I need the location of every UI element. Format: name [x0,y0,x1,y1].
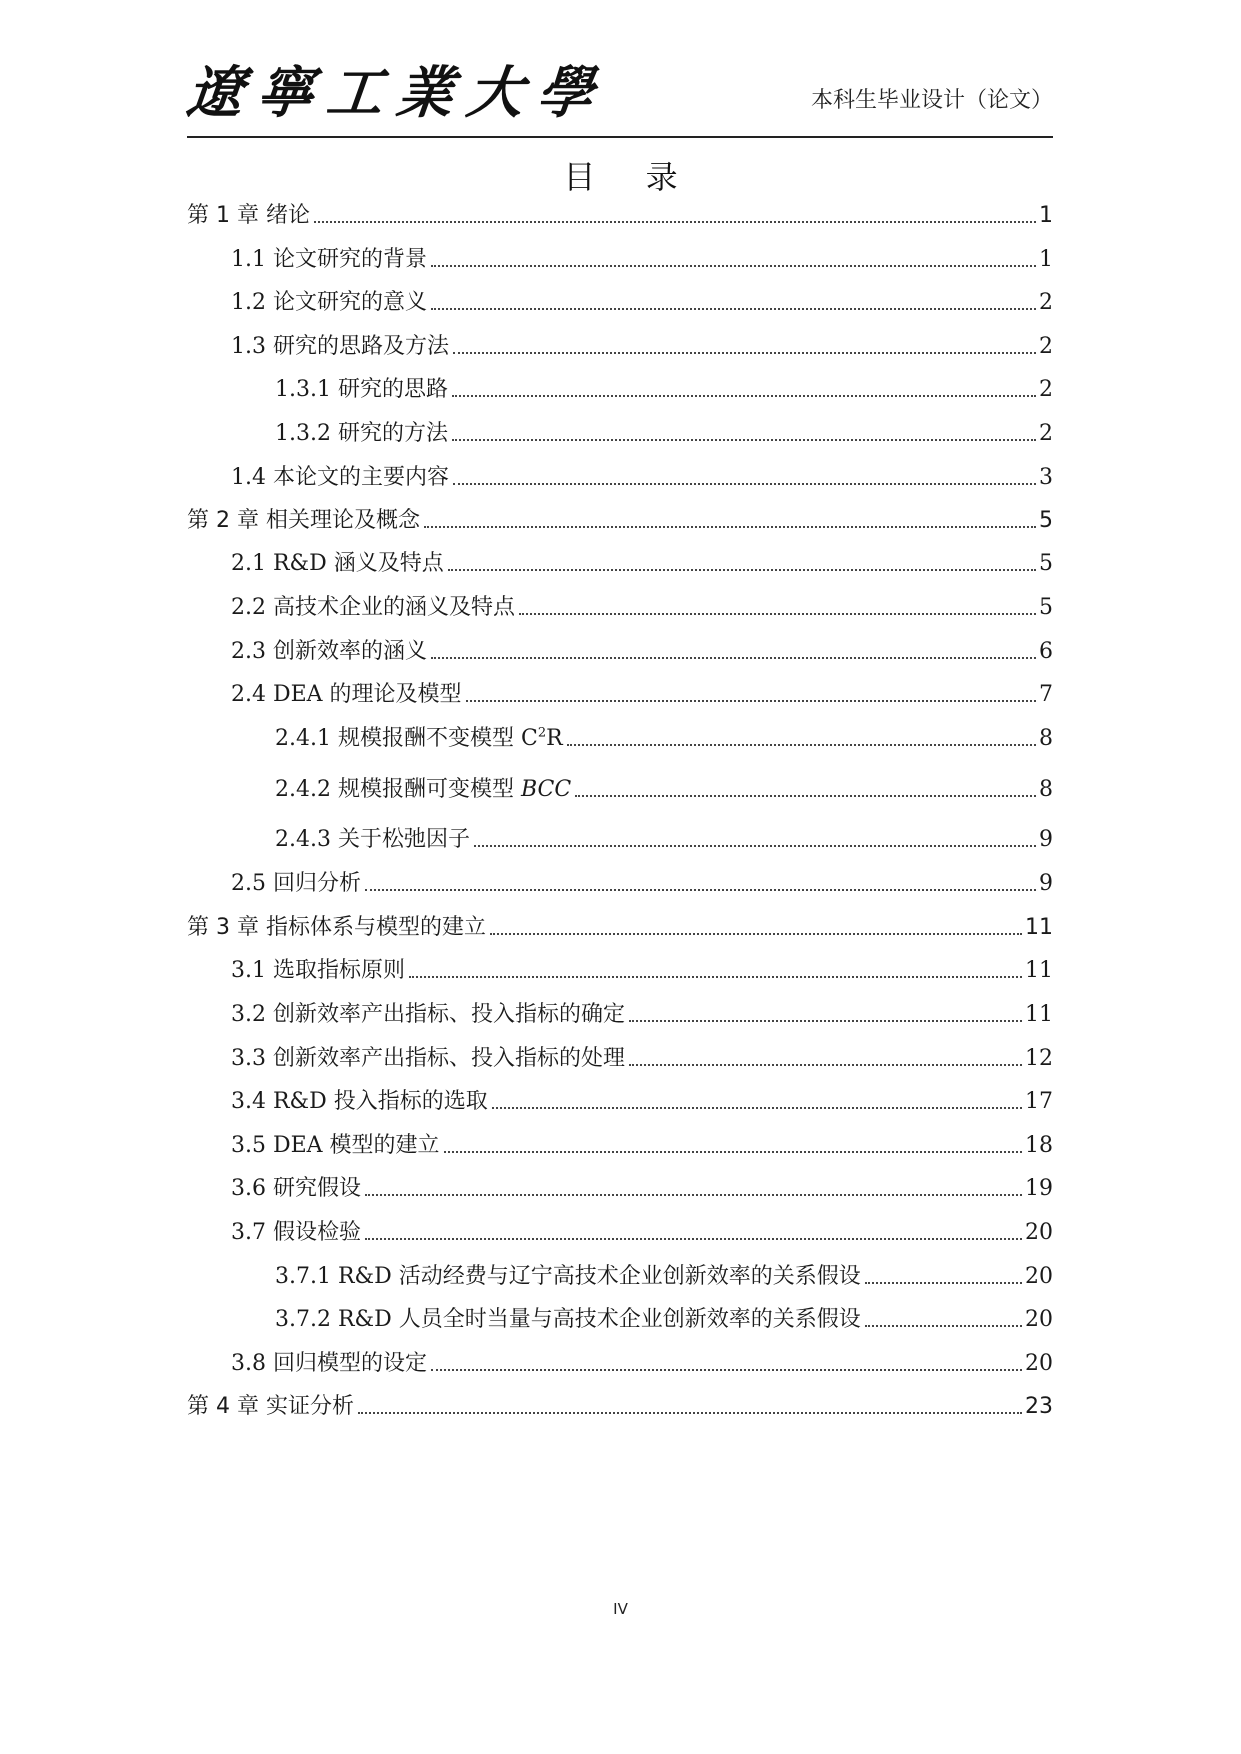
toc-entry-page: 3 [1039,465,1053,490]
dot-leader [865,1282,1022,1284]
toc-entry-page: 11 [1025,958,1053,983]
toc-entry-label: 3.7 假设检验 [231,1220,361,1245]
toc-entry[interactable] [187,1301,1053,1335]
toc-entry-label: 2.4.2 规模报酬可变模型 BCC [275,777,572,802]
toc-entry[interactable] [187,771,1053,805]
toc-entry-label: 1.3.1 研究的思路 [275,377,448,402]
toc-entry-page: 23 [1025,1394,1053,1419]
toc-entry-label: 3.6 研究假设 [231,1176,361,1201]
dot-leader [314,221,1036,223]
toc-entry-label: 2.3 创新效率的涵义 [231,639,427,664]
toc-entry[interactable] [187,545,1053,579]
toc-entry-page: 1 [1039,203,1053,228]
toc-entry[interactable] [187,328,1053,362]
toc-entry[interactable] [187,720,1053,754]
toc-entry-label: 1.2 论文研究的意义 [231,290,427,315]
toc-entry-label: 3.8 回归模型的设定 [231,1351,427,1376]
toc-entry[interactable] [187,371,1053,405]
toc-entry[interactable] [187,459,1053,493]
toc-entry-label: 1.4 本论文的主要内容 [231,465,449,490]
toc-entry-page: 8 [1039,726,1053,751]
toc-entry[interactable] [187,284,1053,318]
toc-entry[interactable] [187,1040,1053,1074]
toc-entry-label: 3.7.1 R&D 活动经费与辽宁高技术企业创新效率的关系假设 [275,1264,861,1289]
toc-entry[interactable] [187,1214,1053,1248]
toc-entry[interactable] [187,865,1053,899]
toc-entry-page: 20 [1025,1307,1053,1332]
dot-leader [519,613,1036,615]
toc-entry-label: 1.3 研究的思路及方法 [231,334,449,359]
dot-leader [409,976,1022,978]
toc-entry-page: 6 [1039,639,1053,664]
toc-entry[interactable] [187,821,1053,855]
dot-leader [490,933,1022,935]
university-logo: 遼寧工業大學 [183,60,611,126]
toc-entry-label: 2.1 R&D 涵义及特点 [231,551,444,576]
toc-entry[interactable] [187,996,1053,1030]
toc-entry-label: 2.4 DEA 的理论及模型 [231,682,462,707]
dot-leader [474,845,1036,847]
toc-entry-page: 7 [1039,682,1053,707]
toc-entry-page: 11 [1025,915,1053,940]
dot-leader [444,1151,1022,1153]
toc-title: 目 录 [563,158,698,196]
toc-entry[interactable] [187,1127,1053,1161]
toc-entry-page: 8 [1039,777,1053,802]
dot-leader [452,395,1036,397]
toc-entry-page: 12 [1025,1046,1053,1071]
toc-entry[interactable] [187,1258,1053,1292]
toc-entry-page: 9 [1039,827,1053,852]
toc-entry[interactable] [187,1170,1053,1204]
toc-entry[interactable] [187,676,1053,710]
superscript: 2 [537,725,547,741]
toc-entry-label: 3.3 创新效率产出指标、投入指标的处理 [231,1046,625,1071]
toc-entry-label: 2.5 回归分析 [231,871,361,896]
toc-entry-label: 1.1 论文研究的背景 [231,247,427,272]
toc-entry[interactable] [187,909,1053,943]
toc-entry-page: 11 [1025,1002,1053,1027]
toc-entry-label: 3.5 DEA 模型的建立 [231,1133,440,1158]
toc-entry-label: 第 2 章 相关理论及概念 [187,508,420,533]
toc-entry[interactable] [187,415,1053,449]
dot-leader [452,439,1036,441]
toc-entry-page: 9 [1039,871,1053,896]
dot-leader [448,569,1036,571]
toc-entry-label: 3.2 创新效率产出指标、投入指标的确定 [231,1002,625,1027]
dot-leader [453,483,1036,485]
dot-leader [865,1325,1022,1327]
toc-entry-label: 1.3.2 研究的方法 [275,421,448,446]
toc-entry[interactable] [187,241,1053,275]
toc-entry-page: 2 [1039,290,1053,315]
toc-entry-page: 17 [1025,1089,1053,1114]
dot-leader [431,657,1036,659]
model-name: BCC [520,777,572,802]
dot-leader [365,1238,1022,1240]
toc-entry-label: 第 3 章 指标体系与模型的建立 [187,915,486,940]
toc-entry-label: 第 1 章 绪论 [187,203,310,228]
toc-entry[interactable] [187,952,1053,986]
toc-entry-page: 2 [1039,377,1053,402]
toc-entry-page: 1 [1039,247,1053,272]
dot-leader [431,265,1036,267]
dot-leader [567,744,1036,746]
toc-entry-page: 20 [1025,1220,1053,1245]
toc-entry-label: 第 4 章 实证分析 [187,1394,354,1419]
toc-entry-page: 5 [1039,508,1053,533]
dot-leader [431,1369,1022,1371]
header-subtitle: 本科生毕业设计（论文） [810,88,1053,113]
toc-entry-page: 2 [1039,421,1053,446]
toc-entry-page: 18 [1025,1133,1053,1158]
toc-entry[interactable] [187,1388,1053,1422]
toc-entry[interactable] [187,1083,1053,1117]
dot-leader [358,1412,1022,1414]
toc-entry[interactable] [187,633,1053,667]
toc-entry-page: 2 [1039,334,1053,359]
toc-entry-page: 5 [1039,551,1053,576]
dot-leader [466,700,1036,702]
dot-leader [365,1194,1022,1196]
page-number: IV [613,1600,628,1618]
toc-entry-page: 20 [1025,1351,1053,1376]
toc-entry[interactable] [187,197,1053,231]
toc-entry[interactable] [187,1345,1053,1379]
dot-leader [365,889,1036,891]
toc-entry-label: 2.4.1 规模报酬不变模型 $C^2R$ [275,725,563,751]
toc-entry[interactable] [187,589,1053,623]
page-header [183,60,1053,138]
toc-entry-page: 5 [1039,595,1053,620]
dot-leader [492,1107,1022,1109]
toc-entry-label: 3.1 选取指标原则 [231,958,405,983]
toc-entry-label: 3.4 R&D 投入指标的选取 [231,1089,488,1114]
toc-entry-page: 20 [1025,1264,1053,1289]
dot-leader [431,308,1036,310]
toc-entry-page: 19 [1025,1176,1053,1201]
dot-leader [424,526,1036,528]
dot-leader [575,795,1036,797]
toc-entry[interactable] [187,502,1053,536]
toc-entry-label: 2.4.3 关于松弛因子 [275,827,470,852]
dot-leader [629,1064,1022,1066]
toc-entry-label: 3.7.2 R&D 人员全时当量与高技术企业创新效率的关系假设 [275,1307,861,1332]
dot-leader [453,352,1036,354]
toc-entry-label: 2.2 高技术企业的涵义及特点 [231,595,515,620]
dot-leader [629,1020,1022,1022]
